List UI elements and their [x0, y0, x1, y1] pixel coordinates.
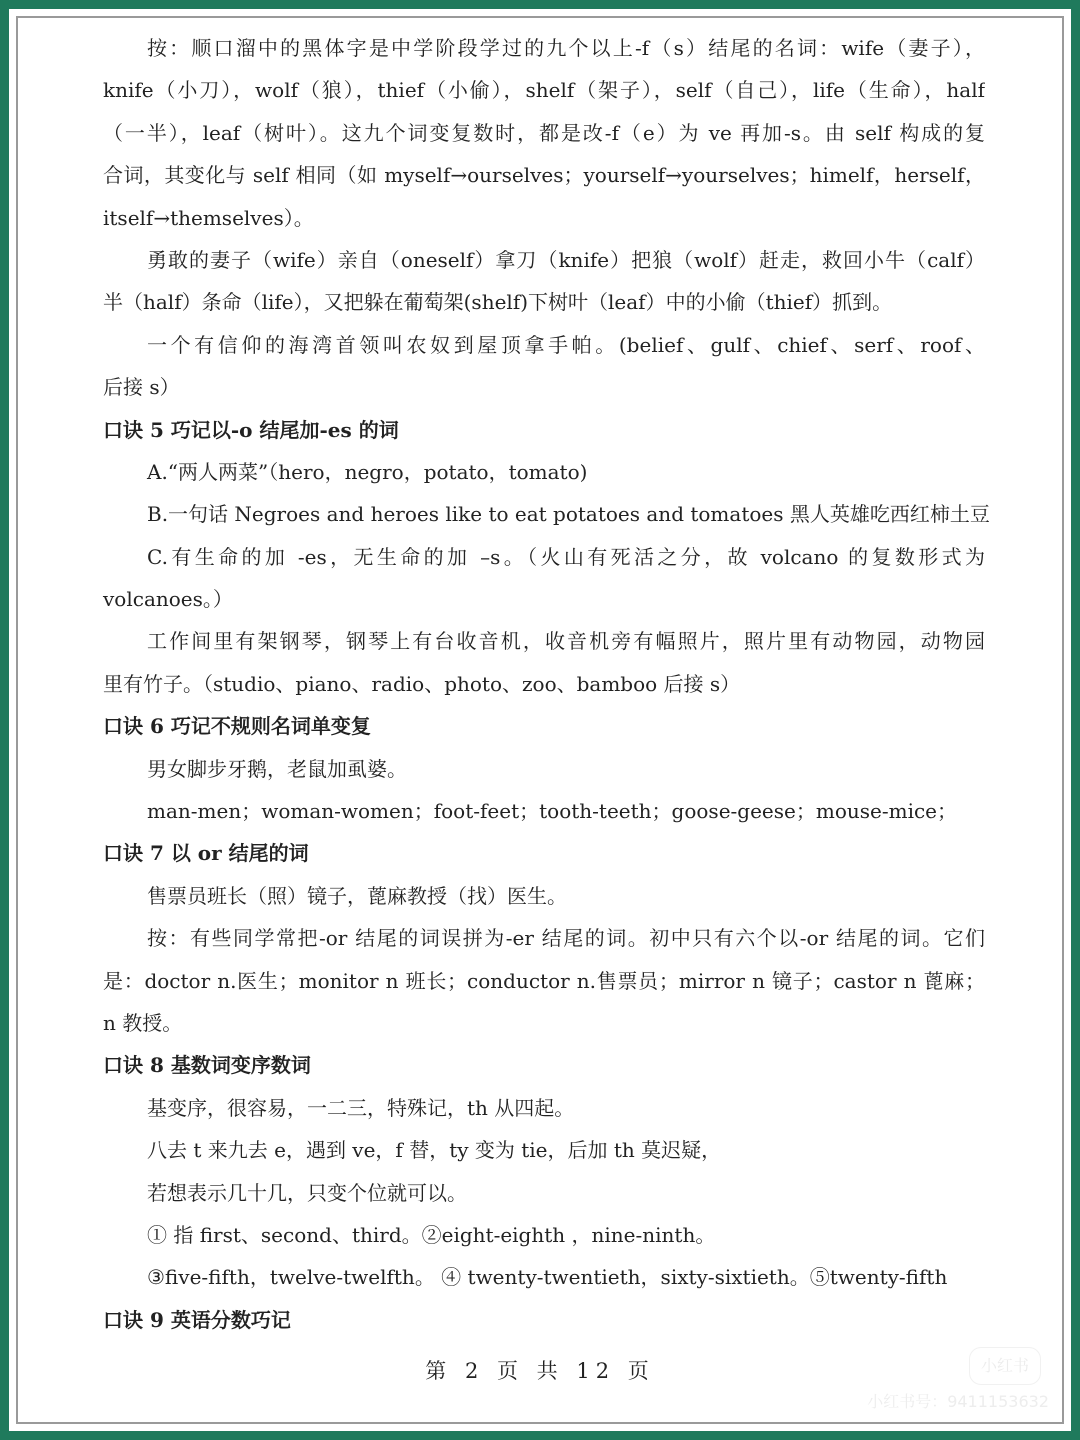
- text-line: C.有生命的加 -es，无生命的加 –s。（火山有死活之分，故 volcano 的复数形式为: [147, 544, 985, 569]
- text-line: 工作间里有架钢琴，钢琴上有台收音机，收音机旁有幅照片，照片里有动物园，动物园: [147, 629, 985, 654]
- text-line: ③five-fifth，twelve-twelfth。 ④ twenty-twentieth，sixty-sixtieth。⑤twenty-fifth: [147, 1265, 948, 1290]
- text-line: knife（小刀），wolf（狼），thief（小偷），shelf（架子），self（自己），life（生命），half: [103, 78, 985, 103]
- text-line: 合词，其变化与 self 相同（如 myself→ourselves；yourself→yourselves；himelf，herself，: [103, 163, 985, 188]
- text-line: volcanoes。）: [103, 587, 233, 612]
- text-line: 一个有信仰的海湾首领叫农奴到屋顶拿手帕。(belief、gulf、chief、serf、roof、: [147, 332, 985, 357]
- text-line: 售票员班长（照）镜子，蓖麻教授（找）医生。: [147, 883, 567, 908]
- text-line: 男女脚步牙鹅，老鼠加虱婆。: [147, 756, 407, 781]
- text-line: 半（half）条命（life），又把躲在葡萄架(shelf)下树叶（leaf）中的小偷（thief）抓到。: [103, 290, 893, 315]
- text-line: ① 指 first、second、third。②eight-eighth ，nine-ninth。: [147, 1222, 716, 1247]
- document-body: [103, 27, 990, 1341]
- text-line: 后接 s）: [103, 375, 180, 400]
- text-line: B.一句话 Negroes and heroes like to eat potatoes and tomatoes 黑人英雄吃西红柿土豆: [147, 502, 990, 527]
- text-line: （一半），leaf（树叶）。这九个词变复数时，都是改-f（e）为 ve 再加-s。由 self 构成的复: [103, 120, 985, 145]
- text-line: 按：顺口溜中的黑体字是中学阶段学过的九个以上-f（s）结尾的名词：wife（妻子），: [147, 36, 985, 60]
- section-heading: 口诀 7 以 or 结尾的词: [103, 841, 309, 866]
- watermark-logo: 小红书: [969, 1347, 1041, 1385]
- section-heading: 口诀 6 巧记不规则名词单变复: [103, 714, 371, 739]
- page-number: 第 2 页 共 12 页: [425, 1359, 655, 1383]
- text-line: man-men；woman-women；foot-feet；tooth-teeth；goose-geese；mouse-mice；: [147, 799, 958, 824]
- text-line: A.“两人两菜”（hero，negro，potato，tomato): [147, 459, 588, 484]
- text-line: 基变序，很容易，一二三，特殊记，th 从四起。: [147, 1095, 575, 1120]
- text-line: 按：有些同学常把-or 结尾的词误拼为-er 结尾的词。初中只有六个以-or 结尾的词。它们: [147, 926, 985, 951]
- text-line: 勇敢的妻子（wife）亲自（oneself）拿刀（knife）把狼（wolf）赶走，救回小牛（calf）: [147, 247, 985, 272]
- text-line: 是：doctor n.医生；monitor n 班长；conductor n.售票员；mirror n 镜子；castor n 蓖麻；: [103, 968, 985, 993]
- text-line: itself→themselves）。: [103, 205, 314, 230]
- text-line: 八去 t 来九去 e，遇到 ve，f 替，ty 变为 tie，后加 th 莫迟疑，: [147, 1138, 722, 1163]
- text-line: n 教授。: [103, 1010, 183, 1035]
- section-heading: 口诀 5 巧记以-o 结尾加-es 的词: [103, 417, 399, 442]
- section-heading: 口诀 8 基数词变序数词: [103, 1053, 311, 1078]
- watermark-id: 小红书号：9411153632: [867, 1392, 1049, 1411]
- text-line: 里有竹子。（studio、piano、radio、photo、zoo、bamboo 后接 s）: [103, 671, 741, 696]
- text-line: 若想表示几十几，只变个位就可以。: [147, 1180, 467, 1205]
- section-heading: 口诀 9 英语分数巧记: [103, 1307, 291, 1332]
- page: [9, 9, 1071, 1431]
